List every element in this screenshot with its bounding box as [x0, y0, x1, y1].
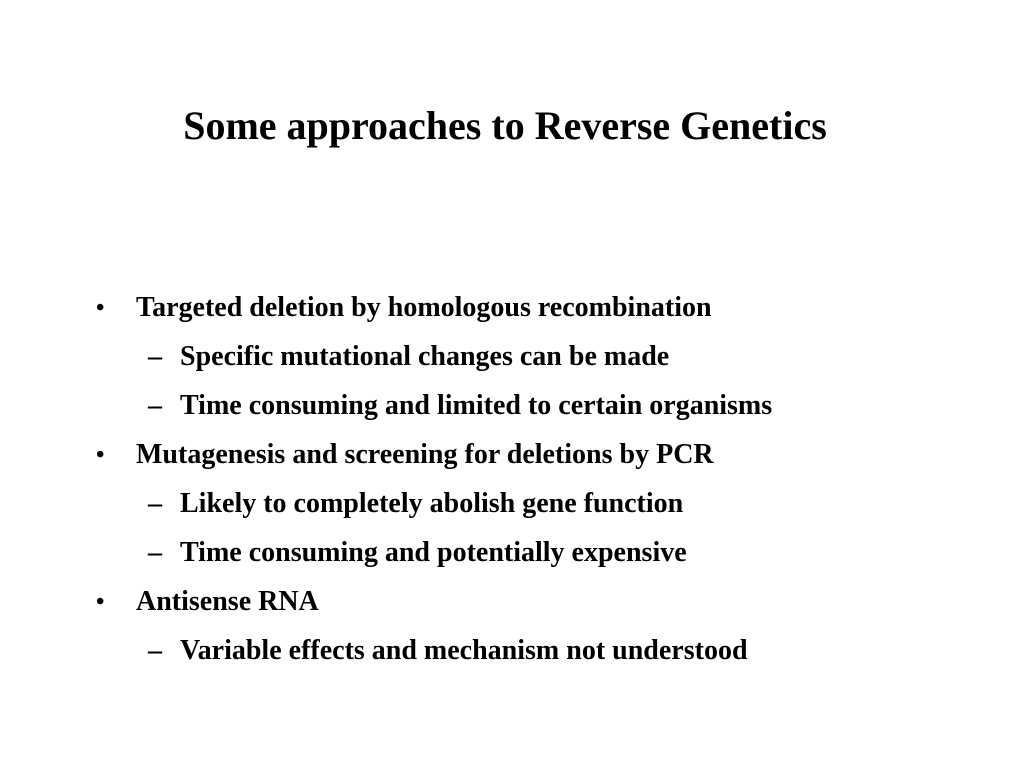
sub-bullet-marker: – [148, 635, 162, 666]
subitem-text: Variable effects and mechanism not understood [180, 635, 748, 666]
slide-title: Some approaches to Reverse Genetics [183, 103, 827, 148]
subitem-text: Likely to completely abolish gene function [180, 488, 684, 519]
sub-bullet-marker: – [148, 537, 162, 568]
bullet-text: Antisense RNA [136, 586, 319, 617]
subitem-text: Specific mutational changes can be made [180, 341, 670, 372]
bullet-marker: • [96, 295, 105, 321]
sub-bullet-marker: – [148, 341, 162, 372]
bullet-text: Mutagenesis and screening for deletions by PCR [136, 439, 714, 470]
bullet-text: Targeted deletion by homologous recombination [136, 292, 712, 323]
bullet-marker: • [96, 589, 105, 615]
sub-bullet-marker: – [148, 390, 162, 421]
subitem-text: Time consuming and limited to certain organisms [180, 390, 773, 421]
bullet-marker: • [96, 442, 105, 468]
subitem-text: Time consuming and potentially expensive [180, 537, 687, 568]
sub-bullet-marker: – [148, 488, 162, 519]
